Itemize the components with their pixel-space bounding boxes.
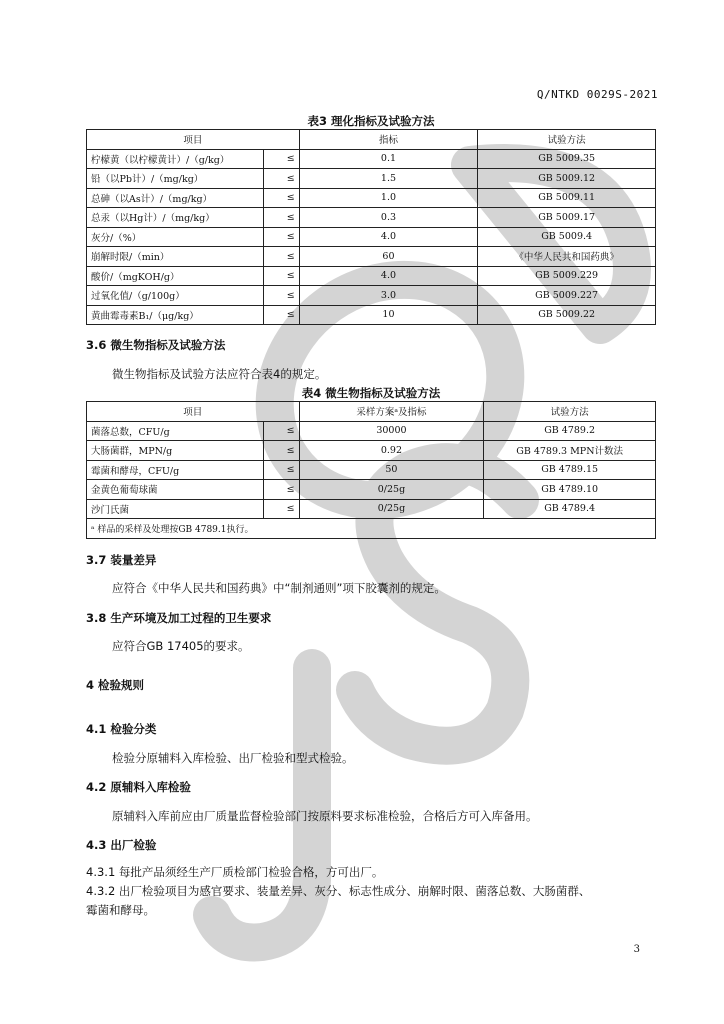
table-header-row — [87, 402, 656, 422]
cell-method: 《中华人民共和国药典》 — [478, 247, 656, 267]
cell-item: 铅（以Pb计）/（mg/kg） — [87, 169, 264, 189]
cell-op: ≤ — [263, 227, 299, 247]
cell-method: GB 5009.35 — [478, 149, 656, 169]
cell-op: ≤ — [263, 480, 299, 500]
cell-value: 30000 — [299, 421, 484, 441]
table-row — [87, 227, 656, 247]
table-footnote-row — [87, 519, 656, 539]
cell-item: 灰分/（%） — [87, 227, 264, 247]
cell-value: 1.5 — [299, 169, 478, 189]
cell-op: ≤ — [263, 460, 299, 480]
col-header-sampling: 采样方案ᵃ及指标 — [299, 402, 484, 422]
section-4-2-text: 原辅料入库前应由厂质量监督检验部门按原料要求标准检验，合格后方可入库备用。 — [112, 809, 538, 823]
cell-value: 1.0 — [299, 188, 478, 208]
cell-value: 10 — [299, 305, 478, 325]
table-row — [87, 169, 656, 189]
cell-item: 总汞（以Hg计）/（mg/kg） — [87, 208, 264, 228]
section-4-2-heading: 4.2 原辅料入库检验 — [86, 780, 191, 794]
table-row — [87, 499, 656, 519]
table-row — [87, 188, 656, 208]
col-header-value: 指标 — [299, 130, 478, 150]
cell-method: GB 5009.22 — [478, 305, 656, 325]
col-header-item: 项目 — [87, 130, 300, 150]
section-4-3-1-text: 4.3.1 每批产品须经生产厂质检部门检验合格，方可出厂。 — [86, 865, 384, 879]
cell-op: ≤ — [263, 188, 299, 208]
section-4-1-heading: 4.1 检验分类 — [86, 722, 157, 736]
cell-value: 0.92 — [299, 441, 484, 461]
table4-caption: 表4 微生物指标及试验方法 — [301, 386, 441, 400]
cell-op: ≤ — [263, 247, 299, 267]
cell-value: 0/25g — [299, 480, 484, 500]
cell-item: 总砷（以As计）/（mg/kg） — [87, 188, 264, 208]
section-3-6-heading: 3.6 微生物指标及试验方法 — [86, 338, 226, 352]
cell-op: ≤ — [263, 499, 299, 519]
table4-microbial — [86, 401, 656, 539]
table-row — [87, 149, 656, 169]
table-row — [87, 286, 656, 306]
cell-method: GB 5009.227 — [478, 286, 656, 306]
cell-op: ≤ — [263, 441, 299, 461]
cell-value: 0.1 — [299, 149, 478, 169]
cell-method: GB 4789.4 — [484, 499, 656, 519]
cell-item: 过氧化值/（g/100g） — [87, 286, 264, 306]
standard-code: Q/NTKD 0029S-2021 — [536, 88, 658, 101]
table-row — [87, 460, 656, 480]
section-3-8-text: 应符合GB 17405的要求。 — [112, 639, 250, 653]
cell-value: 50 — [299, 460, 484, 480]
table-header-row — [87, 130, 656, 150]
col-header-method: 试验方法 — [484, 402, 656, 422]
section-4-3-2-text: 4.3.2 出厂检验项目为感官要求、装量差异、灰分、标志性成分、崩解时限、菌落总数、大肠菌群、 — [86, 884, 591, 898]
cell-op: ≤ — [263, 149, 299, 169]
page-number: 3 — [633, 944, 640, 955]
cell-method: GB 5009.11 — [478, 188, 656, 208]
cell-method: GB 4789.10 — [484, 480, 656, 500]
table3-physchem — [86, 129, 656, 325]
table4-footnote: ᵃ 样品的采样及处理按GB 4789.1执行。 — [87, 519, 656, 539]
cell-op: ≤ — [263, 169, 299, 189]
cell-method: GB 4789.2 — [484, 421, 656, 441]
cell-op: ≤ — [263, 305, 299, 325]
cell-value: 0/25g — [299, 499, 484, 519]
section-3-7-heading: 3.7 装量差异 — [86, 553, 157, 567]
cell-item: 金黄色葡萄球菌 — [87, 480, 264, 500]
section-3-8-heading: 3.8 生产环境及加工过程的卫生要求 — [86, 611, 272, 625]
section-3-7-text: 应符合《中华人民共和国药典》中“制剂通则”项下胶囊剂的规定。 — [112, 581, 446, 595]
cell-op: ≤ — [263, 266, 299, 286]
table-row — [87, 305, 656, 325]
table-row — [87, 247, 656, 267]
section-4-3-2-text-cont: 霉菌和酵母。 — [86, 903, 155, 917]
cell-method: GB 5009.229 — [478, 266, 656, 286]
table-row — [87, 441, 656, 461]
cell-item: 沙门氏菌 — [87, 499, 264, 519]
col-header-method: 试验方法 — [478, 130, 656, 150]
cell-item: 大肠菌群，MPN/g — [87, 441, 264, 461]
cell-item: 黄曲霉毒素B₁/（μg/kg） — [87, 305, 264, 325]
cell-op: ≤ — [263, 286, 299, 306]
table-row — [87, 266, 656, 286]
section-3-6-text: 微生物指标及试验方法应符合表4的规定。 — [112, 367, 327, 381]
cell-method: GB 4789.3 MPN计数法 — [484, 441, 656, 461]
cell-item: 柠檬黄（以柠檬黄计）/（g/kg） — [87, 149, 264, 169]
cell-op: ≤ — [263, 208, 299, 228]
cell-item: 崩解时限/（min） — [87, 247, 264, 267]
cell-method: GB 5009.4 — [478, 227, 656, 247]
cell-value: 4.0 — [299, 227, 478, 247]
col-header-item: 项目 — [87, 402, 300, 422]
cell-method: GB 5009.12 — [478, 169, 656, 189]
section-4-heading: 4 检验规则 — [86, 678, 145, 692]
cell-method: GB 4789.15 — [484, 460, 656, 480]
cell-item: 霉菌和酵母，CFU/g — [87, 460, 264, 480]
cell-value: 4.0 — [299, 266, 478, 286]
section-4-1-text: 检验分原辅料入库检验、出厂检验和型式检验。 — [112, 751, 354, 765]
cell-value: 60 — [299, 247, 478, 267]
table-row — [87, 480, 656, 500]
cell-item: 菌落总数，CFU/g — [87, 421, 264, 441]
table-row — [87, 421, 656, 441]
table-row — [87, 208, 656, 228]
section-4-3-heading: 4.3 出厂检验 — [86, 838, 157, 852]
table3-caption: 表3 理化指标及试验方法 — [307, 114, 435, 128]
cell-value: 3.0 — [299, 286, 478, 306]
cell-item: 酸价/（mgKOH/g） — [87, 266, 264, 286]
cell-method: GB 5009.17 — [478, 208, 656, 228]
cell-op: ≤ — [263, 421, 299, 441]
cell-value: 0.3 — [299, 208, 478, 228]
